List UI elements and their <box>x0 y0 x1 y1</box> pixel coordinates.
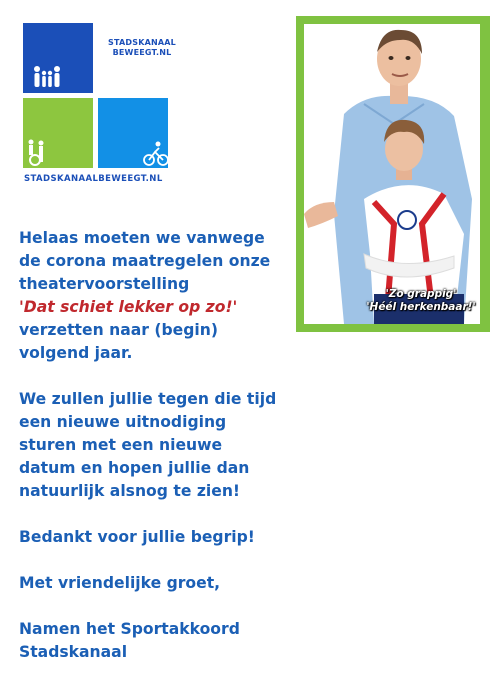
message-signature: Namen het Sportakkoord Stadskanaal <box>19 620 240 661</box>
show-title: 'Dat schiet lekker op zo!' <box>19 298 238 316</box>
message-body <box>19 227 279 687</box>
message-paragraph-1: Helaas moeten we vanwege de corona maatregelen onze theatervoorstelling 'Dat schiet lekker op zo!' verzetten naar (begin) volgend jaar. <box>19 229 271 362</box>
promo-photo-frame <box>296 16 490 332</box>
father-son-photo <box>304 24 480 324</box>
wheelchair-icon <box>23 98 93 168</box>
photo-caption: 'Zo grappig' 'Héél herkenbaar!' <box>366 288 476 313</box>
brand-name-top: STADSKANAAL BEWEEGT.NL <box>108 38 176 57</box>
stadskanaal-beweegt-logo <box>20 20 180 190</box>
family-icon <box>23 23 93 93</box>
logo-square-lightblue <box>98 98 168 168</box>
logo-square-blue <box>23 23 93 93</box>
cyclist-icon <box>98 98 168 168</box>
brand-website: STADSKANAALBEWEEGT.NL <box>24 174 163 184</box>
message-paragraph-2: We zullen jullie tegen die tijd een nieuwe uitnodiging sturen met een nieuwe datum en hopen jullie dan natuurlijk alsnog te zien! <box>19 390 277 500</box>
message-thanks: Bedankt voor jullie begrip! <box>19 528 255 546</box>
logo-square-green <box>23 98 93 168</box>
message-greeting: Met vriendelijke groet, <box>19 574 221 592</box>
promo-photo <box>304 24 480 324</box>
